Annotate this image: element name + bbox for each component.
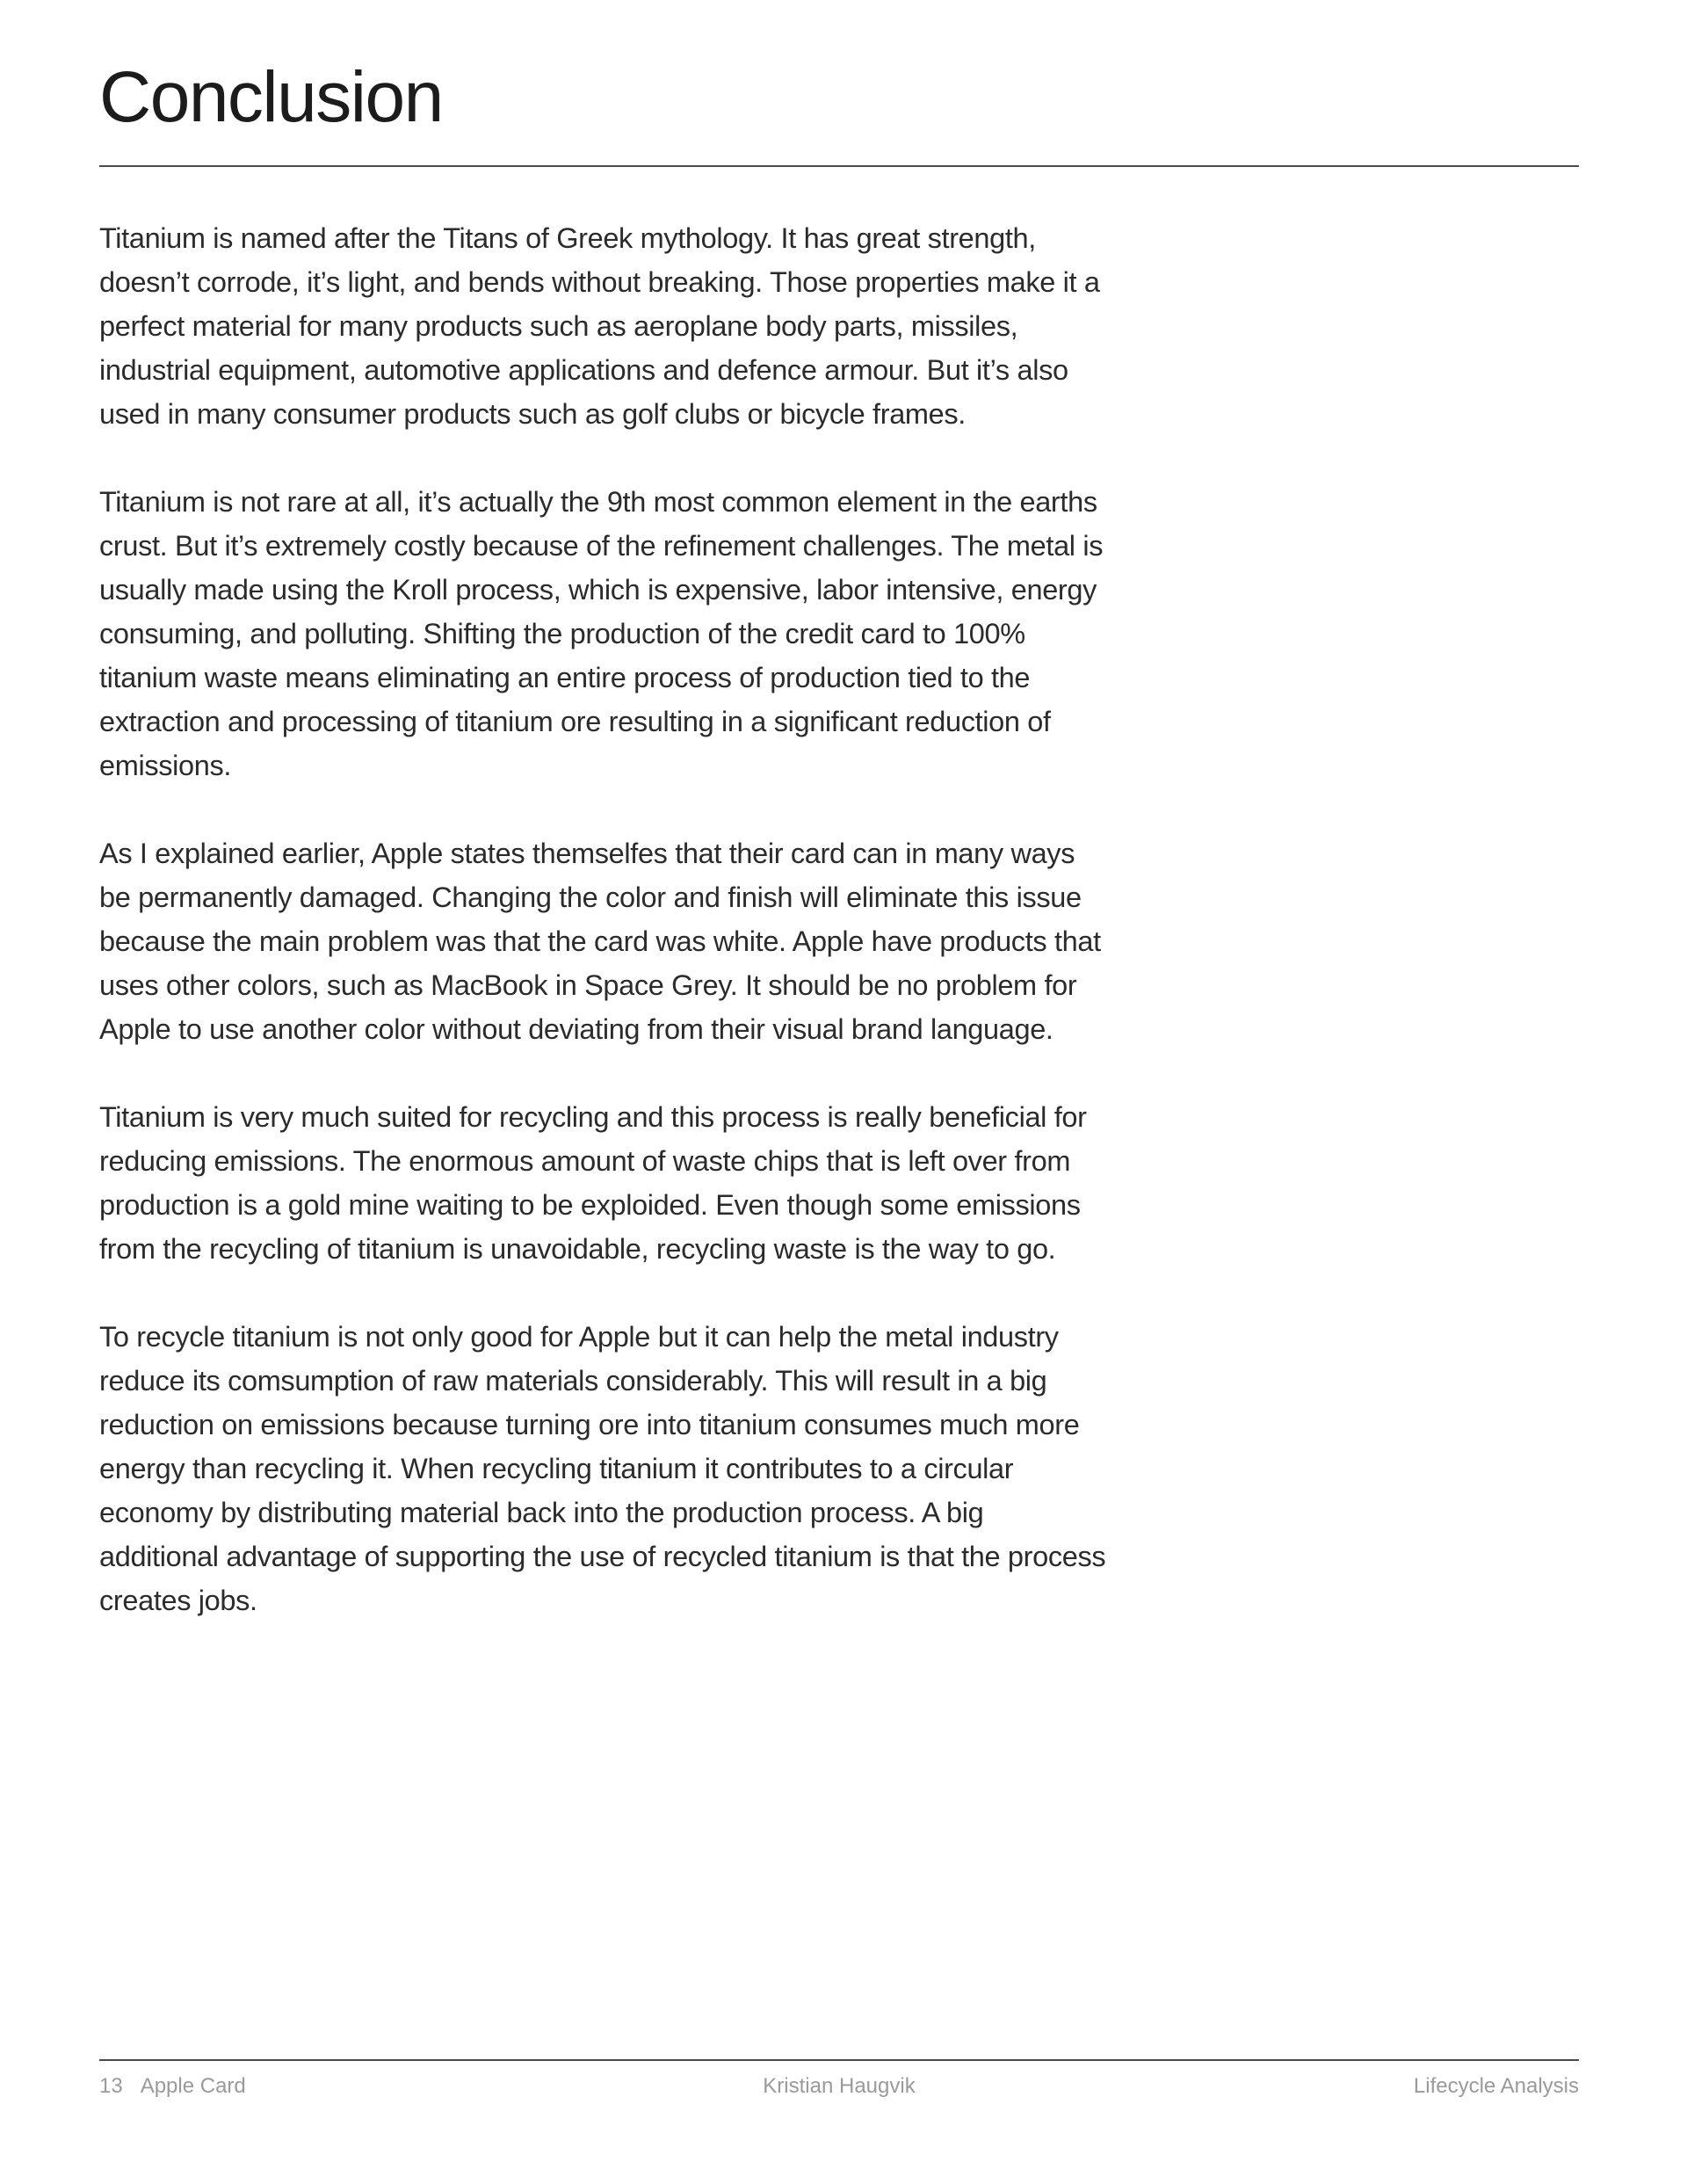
paragraph-1: Titanium is named after the Titans of Greek mythology. It has great strength, doesn’t corrode, it’s light, and bends without breaking. Those properties make it a perfect material for many products such as aeroplane body parts, missiles, industrial equipment, automotive applications and defence armour. But it’s also used in many consumer products such as golf clubs or bicycle frames. [99,222,1100,430]
title-divider [99,165,1579,167]
page-title: Conclusion [99,57,443,137]
paragraph-4: Titanium is very much suited for recycling and this process is really beneficial for reducing emissions. The enormous amount of waste chips that is left over from production is a gold mine waiting to be exploided. Even though some emissions from the recycling of titanium is unavoidable, recycling waste is the way to go. [99,1101,1087,1265]
document-title: Apple Card [140,2074,246,2098]
paragraph-5: To recycle titanium is not only good for Apple but it can help the metal industry reduce its comsumption of raw materials considerably. This will result in a big reduction on emissions because turning ore into titanium consumes much more energy than recycling it. When recycling titanium it contributes to a circular economy by distributing material back into the production process. A big additional advantage of supporting the use of recycled titanium is that the process creates jobs. [99,1321,1106,1616]
footer-divider [99,2059,1579,2061]
paragraph-3: As I explained earlier, Apple states themselfes that their card can in many ways be permanently damaged. Changing the color and finish will eliminate this issue because the main problem was that the card was white. Apple have products that uses other colors, such as MacBook in Space Grey. It should be no problem for Apple to use another color without deviating from their visual brand language. [99,838,1101,1045]
page-footer [99,2071,1579,2102]
footer-section: Lifecycle Analysis [1413,2074,1579,2098]
page-number: 13 [99,2074,123,2098]
paragraph-2: Titanium is not rare at all, it’s actually the 9th most common element in the earths crust. But it’s extremely costly because of the refinement challenges. The metal is usually made using the Kroll process, which is expensive, labor intensive, energy consuming, and polluting. Shifting the production of the credit card to 100% titanium waste means eliminating an entire process of production tied to the extraction and processing of titanium ore resulting in a significant reduction of emissions. [99,486,1104,781]
footer-author: Kristian Haugvik [763,2074,916,2098]
body-content [99,216,1110,1666]
